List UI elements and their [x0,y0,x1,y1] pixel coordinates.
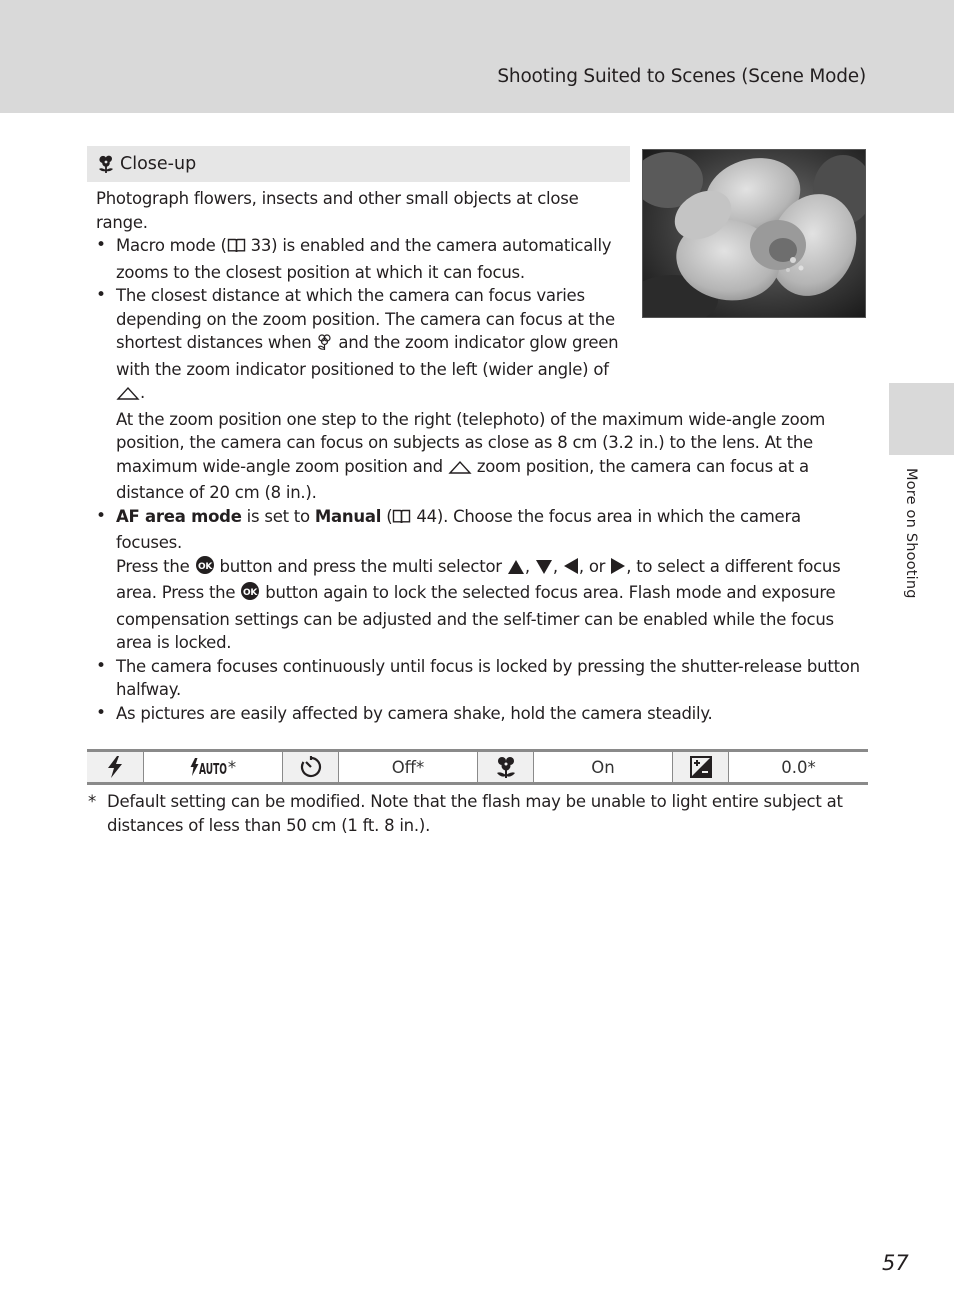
triangle-mark-icon [448,458,472,482]
default-settings-table [87,749,868,785]
flash-default-asterisk: * [227,757,237,777]
header-band [0,0,954,113]
list-item-af-area: • AF area mode is set to Manual ( 44). Choose the focus area in which the camera focuses. Press the OK button and press the multi selector , , , or , to select a different focus area. Press the OK button again to lock the selected focus area. Flash mode and exposure compensation settings can be adjusted and the self-timer can be enabled while the focus area is locked. [96,505,868,655]
exposure-compensation-value: 0.0* [728,752,868,782]
flash-mode-value [143,752,282,782]
svg-text:AUTO: AUTO [198,760,227,777]
arrow-right-icon [610,557,626,582]
svg-text:OK: OK [243,588,258,598]
macro-mode-value: On [533,752,672,782]
macro-flower-outline-icon [316,333,333,358]
bullet-list [96,234,868,725]
list-item-macro: • Macro mode ( 33) is enabled and the camera automatically zooms to the closest position at which it can focus. [96,234,626,284]
chapter-tab [889,383,954,455]
arrow-down-icon [535,558,553,582]
page-number: 57 [882,1251,909,1275]
self-timer-icon [282,752,338,782]
intro-paragraph: Photograph flowers, insects and other small objects at close range. [96,189,579,232]
footnote [88,790,868,838]
footnote-text: Default setting can be modified. Note that the flash may be unable to light entire subject at distances of less than 50 cm (1 ft. 8 in.). [107,792,843,835]
list-item-camera-shake: • As pictures are easily affected by camera shake, hold the camera steadily. [96,702,868,726]
book-reference-icon [227,237,246,261]
arrow-up-icon [507,558,525,582]
footnote-mark: * [88,792,96,811]
list-item-continuous-focus: • The camera focuses continuously until focus is locked by pressing the shutter-release button halfway. [96,655,868,702]
self-timer-value: Off* [338,752,477,782]
section-heading [87,146,630,182]
svg-text:OK: OK [197,561,212,572]
ok-button-icon [195,555,215,582]
chapter-tab-label: More on Shooting [903,468,919,599]
page-header-title: Shooting Suited to Scenes (Scene Mode) [497,66,866,87]
flash-mode-icon [87,752,143,782]
close-up-flower-icon [96,154,116,174]
exposure-compensation-icon [672,752,728,782]
macro-mode-icon [477,752,533,782]
arrow-left-icon [563,557,579,582]
book-reference-icon [392,508,411,532]
list-item-closest-distance: • The closest distance at which the camera can focus varies depending on the zoom position. The camera can focus at the shortest distances when and the zoom indicator glow green with the zoom indicator positioned to the left (wider angle) of . At the zoom position one step to the right (telephoto) of the maximum wide-angle zoom position, the camera can focus on subjects as close as 8 cm (3.2 in.) to the lens. At the maximum wide-angle zoom position and zoom position, the camera can focus at a distance of 20 cm (8 in.). [96,284,868,505]
flash-auto-icon [190,757,228,777]
ok-button-icon [240,581,260,608]
body-text [96,187,868,725]
triangle-mark-icon [116,384,140,408]
section-title: Close-up [120,154,197,174]
